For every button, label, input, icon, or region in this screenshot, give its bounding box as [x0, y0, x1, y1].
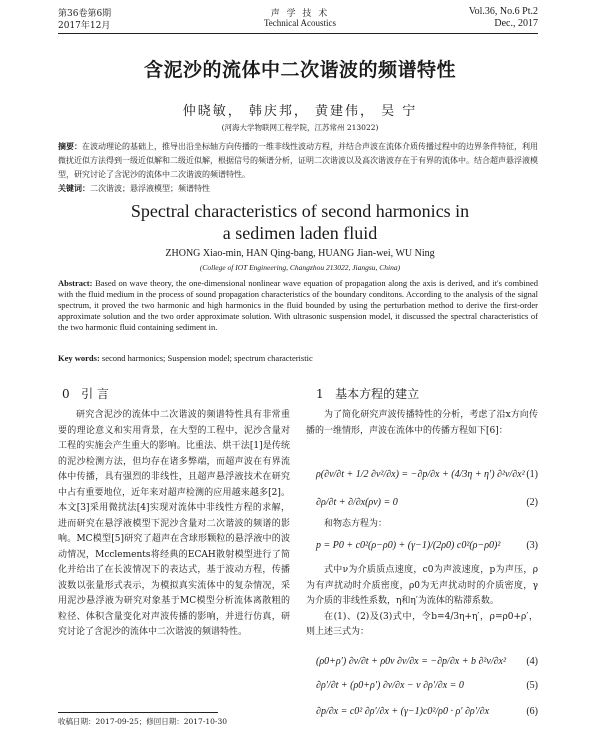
keywords-en-label: Key words: — [58, 353, 100, 363]
abstract-en-text: Based on wave theory, the one-dimensional nonlinear wave equation of propagation along the axis is derived, and it's combined with the fluid medium in the process of sound propagation characteristics of the boundary conditons. According to the analysis of the signal spectrum, it proved the two harmonic and high harmonics in the fluid bounded by using the perturbation method to derive the first-order approximate solution and the two order approximate solution. With ultrasonic suspension model, it discussed the spectral characteristics of the two harmonic fluid containing sediment in. — [58, 278, 539, 332]
footnote-received: 收稿日期：2017-09-25；修回日期：2017-10-30 — [58, 717, 227, 726]
section-0-title: 引 言 — [81, 387, 109, 401]
abstract-en-label: Abstract: — [58, 278, 93, 288]
affiliation-en: (College of IOT Engineering, Changzhou 213022, Jiangsu, China) — [199, 263, 401, 272]
header-journal-cn: 声 学 技 术 — [270, 9, 330, 19]
equation-1-number: (1) — [526, 469, 538, 480]
authors-en: ZHONG Xiao-min, HAN Qing-bang, HUANG Jian-wei, WU Ning — [165, 248, 435, 259]
authors-cn: 仲晓敏， 韩庆邦， 黄建伟， 吴 宁 — [182, 104, 418, 119]
section-1-heading — [316, 385, 419, 402]
affiliation-cn: (河海大学物联网工程学院，江苏常州 213022) — [221, 123, 379, 132]
equation-1 — [316, 469, 538, 480]
header-volume-en: Vol.36, No.6 Pt.2 — [468, 6, 538, 17]
abstract-cn-text: 在波动理论的基础上，推导出沿坐标轴方向传播的一维非线性波动方程，并结合声波在流体介质传播过程中的边界条件特征，利用微扰近似方法得到一级近似解和二级近似解，根据信号的频谱分析，证明二次谐波以及高次谐波存在于有界的流体中。结合超声悬浮液模型，研究讨论了含泥沙的流体中二次谐波的频谱特性。 — [58, 142, 538, 179]
equation-2-number: (2) — [526, 497, 538, 508]
equation-5-body: ∂ρ′/∂t + (ρ0+ρ′) ∂ν/∂x − ν ∂ρ′/∂x = 0 — [316, 680, 464, 691]
abstract-en — [58, 278, 538, 333]
equation-5 — [316, 680, 538, 691]
equation-2-body: ∂ρ/∂t + ∂/∂x(ρν) = 0 — [316, 497, 398, 508]
section-0-number: 0 — [62, 387, 70, 401]
right-column-3 — [306, 563, 538, 641]
keywords-cn-label: 关键词： — [58, 183, 90, 193]
page-title-en — [0, 200, 600, 244]
equation-4-body: (ρ0+ρ′) ∂ν/∂t + ρ0ν ∂ν/∂x = −∂p/∂x + b ∂²ν/∂x² — [316, 656, 506, 667]
abstract-cn-label: 摘要： — [58, 141, 82, 151]
title-en-line2: a sedimen laden fluid — [222, 223, 378, 243]
footnote-rule — [58, 712, 218, 713]
header-journal-en: Technical Acoustics — [263, 18, 337, 28]
equation-3-number: (3) — [526, 540, 538, 551]
abstract-cn — [58, 139, 538, 182]
header-volume: 第36卷第6期 — [58, 9, 112, 19]
header-date-cn: 2017年12月 — [58, 21, 111, 31]
page-title-cn: 含泥沙的流体中二次谐波的频谱特性 — [143, 59, 456, 81]
equation-6-number: (6) — [526, 706, 538, 717]
right-column — [306, 408, 538, 439]
left-column — [58, 408, 290, 641]
section-0-heading — [62, 385, 109, 402]
method-paragraph-2: 和物态方程为： — [324, 519, 388, 529]
keywords-en — [58, 353, 538, 363]
equation-3 — [316, 540, 538, 551]
keywords-cn — [58, 183, 538, 194]
method-paragraph-4: 在(1)、(2)及(3)式中，令b=4/3η+η′，ρ=ρ0+ρ′，则上述三式为： — [306, 611, 538, 637]
equation-6 — [316, 706, 538, 717]
right-column-2 — [306, 517, 538, 533]
equation-5-number: (5) — [526, 680, 538, 691]
header-date-en: Dec., 2017 — [494, 18, 538, 29]
section-1-number: 1 — [316, 387, 324, 401]
equation-3-body: p = P0 + c0²(ρ−ρ0) + (γ−1)/(2ρ0) c0²(ρ−ρ0)² — [316, 540, 501, 551]
equation-4-number: (4) — [526, 656, 538, 667]
section-1-title: 基本方程的建立 — [335, 387, 420, 401]
method-paragraph-3: 式中ν为介质质点速度，c0为声波速度，p为声压，ρ为有声扰动时介质密度，ρ0为无声扰动时的介质密度，γ为介质的非线性系数，η和η′为流体的粘滞系数。 — [306, 565, 538, 606]
keywords-en-text: second harmonics; Suspension model; spectrum characteristic — [101, 353, 313, 363]
equation-1-body: ρ(∂ν/∂t + 1/2 ∂ν²/∂x) = −∂p/∂x + (4/3η + η′) ∂²ν/∂x² — [316, 469, 525, 480]
equation-6-body: ∂p/∂x = c0² ∂ρ′/∂x + (γ−1)c0²/ρ0 · ρ′ ∂ρ′/∂x — [316, 706, 490, 717]
keywords-cn-text: 二次谐波；悬浮液模型；频谱特性 — [90, 184, 210, 193]
intro-paragraph: 研究含泥沙的流体中二次谐波的频谱特性具有非常重要的理论意义和实用背景，在大型的工程中，泥沙含量对工程的实施会产生重大的影响。比重法、烘干法[1]是传统的泥沙检测方法，但均存在诸多弊端，而超声波在有界流体中传播，具有强烈的非线性，且超声悬浮液技术在研究中占有重要地位，近年来对超声检测的应用越来越多[2]。本文[3]采用微扰法[4]实现对流体中非线性方程的求解，进而研究在悬浮液模型下泥沙含量对二次谐波的频谱的影响。MC模型[5]研究了超声在含球形颗粒的悬浮液中的波动情况，Mcclements将经典的ECAH散射模型进行了简化并给出了在长波情况下的表达式，基于波动方程，传播波数以张量形式表示，为模拟真实流体中的复杂情况，采用泥沙悬浮液为研究对象基于MC模型分析流体离散粗的粒径、体积含量变化对声波传播的影响，并进行仿真，研究讨论了含泥沙的流体中二次谐波的频谱特性。 — [58, 410, 290, 637]
title-en-line1: Spectral characteristics of second harmonics in — [130, 201, 470, 221]
equation-2 — [316, 497, 538, 508]
equation-4 — [316, 656, 538, 667]
header-rule — [58, 33, 538, 34]
method-paragraph-1: 为了简化研究声波传播特性的分析，考虑了沿x方向传播的一维情形，声波在流体中的传播方程如下[6]： — [306, 410, 538, 436]
